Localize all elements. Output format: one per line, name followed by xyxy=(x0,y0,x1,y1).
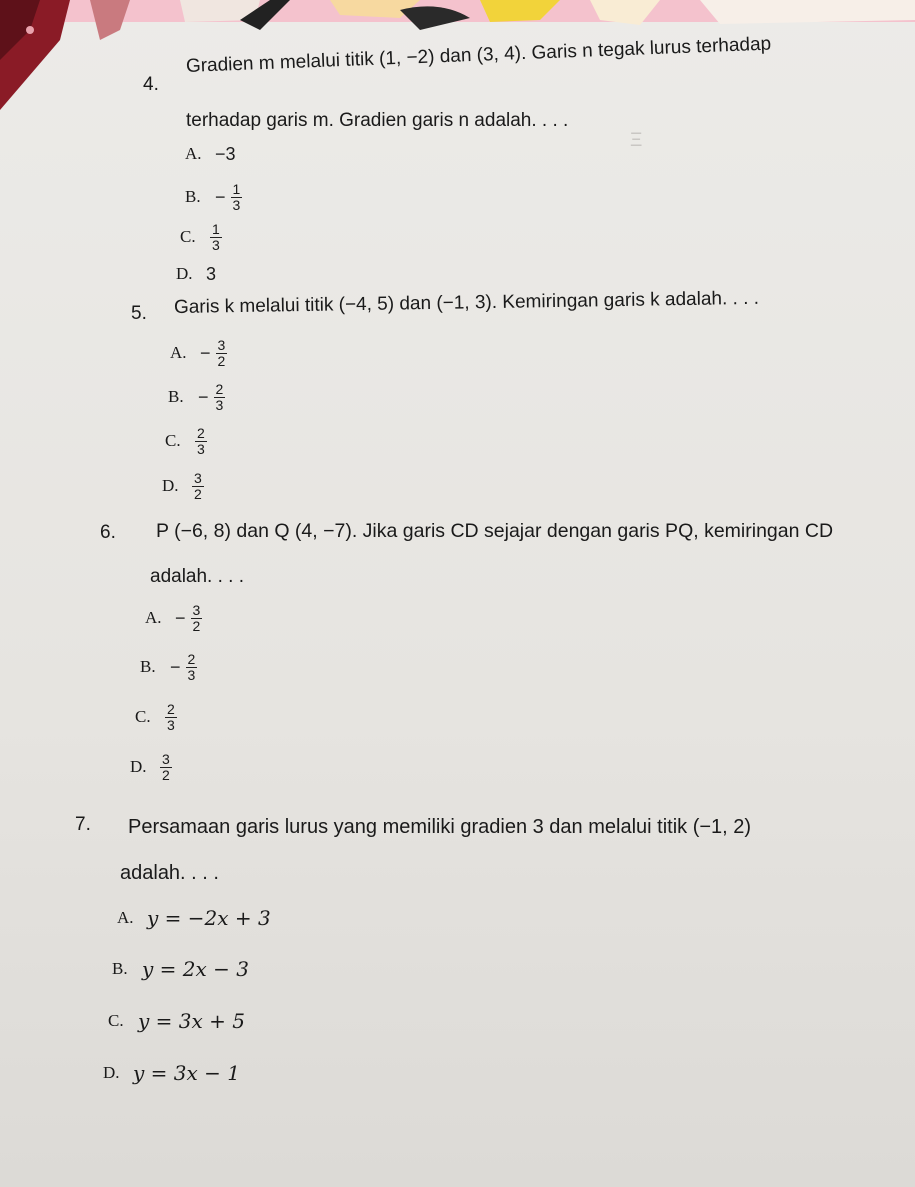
option-a[interactable]: A. − $\frac{3}{2}$ xyxy=(145,602,201,634)
question-number: 6. xyxy=(100,522,116,543)
option-c[interactable]: C. $\frac{2}{3}$ xyxy=(135,701,175,733)
fraction: $\frac{3}{2}$ xyxy=(217,337,226,369)
question-number: 7. xyxy=(75,814,91,835)
option-c[interactable]: C. $\frac{1}{3}$ xyxy=(180,221,220,253)
fraction: $\frac{1}{3}$ xyxy=(232,181,241,213)
question-text-line: terhadap garis m. Gradien garis n adalah. . . . xyxy=(186,110,569,131)
option-b[interactable]: B. − $\frac{2}{3}$ xyxy=(168,381,224,413)
show-through-text: Ξ xyxy=(630,130,643,151)
question-text-line: Garis k melalui titik (−4, 5) dan (−1, 3). Kemiringan garis k adalah. . . . xyxy=(173,287,760,318)
option-a[interactable]: A. − $\frac{3}{2}$ xyxy=(170,337,226,369)
fraction: $\frac{2}{3}$ xyxy=(167,701,175,733)
fraction: $\frac{2}{3}$ xyxy=(197,425,205,457)
fraction: $\frac{3}{2}$ xyxy=(162,751,170,783)
fraction: $\frac{2}{3}$ xyxy=(187,651,196,683)
question-text-line: adalah. . . . xyxy=(150,566,245,587)
option-d[interactable]: D. $\frac{3}{2}$ xyxy=(130,751,170,783)
fraction: $\frac{1}{3}$ xyxy=(212,221,220,253)
option-a[interactable]: A. y = −2x + 3 xyxy=(117,906,271,930)
question-text-line: Gradien m melalui titik (1, −2) dan (3, 4). Garis n tegak lurus terhadap xyxy=(185,33,772,77)
fraction: $\frac{3}{2}$ xyxy=(194,470,202,502)
option-b[interactable]: B. y = 2x − 3 xyxy=(112,957,249,981)
question-text-line: adalah. . . . xyxy=(120,862,219,884)
question-text-line: P (−6, 8) dan Q (4, −7). Jika garis CD sejajar dengan garis PQ, kemiringan CD xyxy=(156,520,834,542)
option-b[interactable]: B. − $\frac{1}{3}$ xyxy=(185,181,241,213)
option-c[interactable]: C. y = 3x + 5 xyxy=(108,1009,245,1033)
option-a[interactable]: A. −3 xyxy=(185,143,236,164)
option-b[interactable]: B. − $\frac{2}{3}$ xyxy=(140,651,196,683)
question-text-line: Persamaan garis lurus yang memiliki gradien 3 dan melalui titik (−1, 2) xyxy=(128,816,752,838)
option-c[interactable]: C. $\frac{2}{3}$ xyxy=(165,425,205,457)
question-number: 5. xyxy=(131,303,147,324)
question-number: 4. xyxy=(143,74,159,95)
fraction: $\frac{2}{3}$ xyxy=(215,381,224,413)
option-d[interactable]: D. $\frac{3}{2}$ xyxy=(162,470,202,502)
option-d[interactable]: D. 3 xyxy=(176,263,217,284)
option-d[interactable]: D. y = 3x − 1 xyxy=(103,1061,240,1085)
fraction: $\frac{3}{2}$ xyxy=(192,602,201,634)
